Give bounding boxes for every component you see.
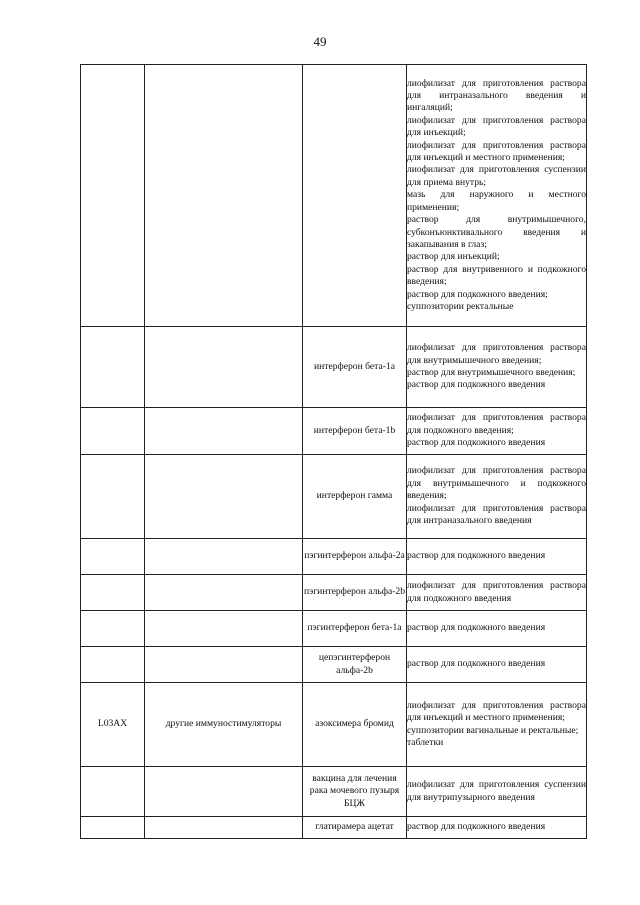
drug-name-cell: азоксимера бромид: [303, 683, 407, 767]
dosage-form-item: лиофилизат для приготовления раствора для подкожного введения: [407, 580, 586, 604]
atc-group-cell: [145, 647, 303, 683]
dosage-form-item: раствор для подкожного введения: [407, 550, 546, 562]
dosage-form-item: лиофилизат для приготовления раствора для интраназального введения и ингаляций;: [407, 77, 586, 114]
atc-group-cell: [145, 539, 303, 575]
drug-name-cell: глатирамера ацетат: [303, 817, 407, 839]
dosage-forms-cell: [407, 767, 587, 817]
drug-name-cell: пэгинтерферон альфа-2a: [303, 539, 407, 575]
table-row: [81, 65, 587, 327]
atc-code-cell: [81, 539, 145, 575]
table-row: [81, 327, 587, 408]
atc-group-cell: [145, 408, 303, 455]
dosage-forms-cell: [407, 683, 587, 767]
dosage-forms-cell: [407, 327, 587, 408]
atc-group-cell: [145, 611, 303, 647]
dosage-form-item: мазь для наружного и местного применения;: [407, 189, 586, 213]
atc-group-cell: [145, 817, 303, 839]
dosage-form-item: лиофилизат для приготовления суспензии для приема внутрь;: [407, 164, 586, 188]
drug-name-cell: цепэгинтерферон альфа-2b: [303, 647, 407, 683]
dosage-form-item: раствор для внутримышечного введения;: [407, 367, 576, 378]
table-row: [81, 611, 587, 647]
atc-code-cell: [81, 817, 145, 839]
drug-name-cell: вакцина для лечения рака мочевого пузыря БЦЖ: [303, 767, 407, 817]
dosage-form-item: раствор для внутримышечного, субконъюнктивального введения и закапывания в глаз;: [407, 214, 586, 250]
table-row: [81, 575, 587, 611]
dosage-form-item: лиофилизат для приготовления раствора для подкожного введения;: [407, 412, 586, 436]
drug-name-cell: интерферон бета-1b: [303, 408, 407, 455]
atc-code-cell: L03AX: [81, 683, 145, 767]
dosage-form-item: лиофилизат для приготовления раствора для интраназального введения: [407, 502, 586, 527]
dosage-forms-cell: [407, 455, 587, 539]
drug-name-cell: интерферон гамма: [303, 455, 407, 539]
table-row: [81, 408, 587, 455]
dosage-form-item: раствор для подкожного введения: [407, 658, 546, 670]
atc-group-cell: [145, 455, 303, 539]
table-row: [81, 767, 587, 817]
dosage-form-item: раствор для подкожного введения: [407, 437, 546, 449]
atc-code-cell: [81, 611, 145, 647]
table-row: [81, 647, 587, 683]
dosage-form-item: раствор для подкожного введения: [407, 622, 546, 634]
dosage-form-item: лиофилизат для приготовления раствора для внутримышечного и подкожного введения;: [407, 465, 586, 502]
dosage-form-item: лиофилизат для приготовления раствора для внутримышечного введения;: [407, 342, 586, 366]
atc-group-cell: другие иммуностимуляторы: [145, 683, 303, 767]
atc-code-cell: [81, 455, 145, 539]
drug-table: [80, 64, 587, 839]
dosage-form-item: суппозитории вагинальные и ректальные;: [407, 724, 579, 736]
dosage-forms-cell: [407, 611, 587, 647]
atc-group-cell: [145, 575, 303, 611]
dosage-forms-cell: [407, 575, 587, 611]
dosage-forms-cell: [407, 647, 587, 683]
dosage-forms-cell: [407, 539, 587, 575]
atc-group-cell: [145, 767, 303, 817]
dosage-forms-cell: [407, 65, 587, 327]
dosage-form-item: лиофилизат для приготовления раствора для инъекций;: [407, 114, 586, 139]
table-body: [81, 65, 587, 839]
dosage-form-item: раствор для подкожного введения;: [407, 288, 548, 300]
dosage-form-item: раствор для инъекций;: [407, 251, 500, 263]
table-row: [81, 455, 587, 539]
atc-code-cell: [81, 408, 145, 455]
dosage-forms-cell: [407, 817, 587, 839]
atc-code-cell: [81, 647, 145, 683]
atc-group-cell: [145, 65, 303, 327]
dosage-form-item: раствор для подкожного введения: [407, 821, 546, 833]
atc-code-cell: [81, 65, 145, 327]
dosage-forms-cell: [407, 408, 587, 455]
drug-name-cell: пэгинтерферон бета-1a: [303, 611, 407, 647]
atc-code-cell: [81, 767, 145, 817]
atc-group-cell: [145, 327, 303, 408]
atc-code-cell: [81, 327, 145, 408]
table-row: [81, 539, 587, 575]
atc-code-cell: [81, 575, 145, 611]
drug-name-cell: [303, 65, 407, 327]
dosage-form-item: раствор для внутривенного и подкожного введения;: [407, 263, 586, 288]
dosage-form-item: суппозитории ректальные: [407, 300, 514, 312]
table-row: [81, 683, 587, 767]
dosage-form-item: лиофилизат для приготовления суспензии для внутрипузырного введения: [407, 779, 586, 803]
dosage-form-item: лиофилизат для приготовления раствора для инъекций и местного применения;: [407, 699, 586, 724]
drug-name-cell: интерферон бета-1a: [303, 327, 407, 408]
dosage-form-item: раствор для подкожного введения: [407, 379, 546, 391]
page-number: 49: [313, 34, 327, 49]
table-row: [81, 817, 587, 839]
dosage-form-item: лиофилизат для приготовления раствора для инъекций и местного применения;: [407, 139, 586, 164]
dosage-form-item: таблетки: [407, 736, 444, 748]
drug-name-cell: пэгинтерферон альфа-2b: [303, 575, 407, 611]
